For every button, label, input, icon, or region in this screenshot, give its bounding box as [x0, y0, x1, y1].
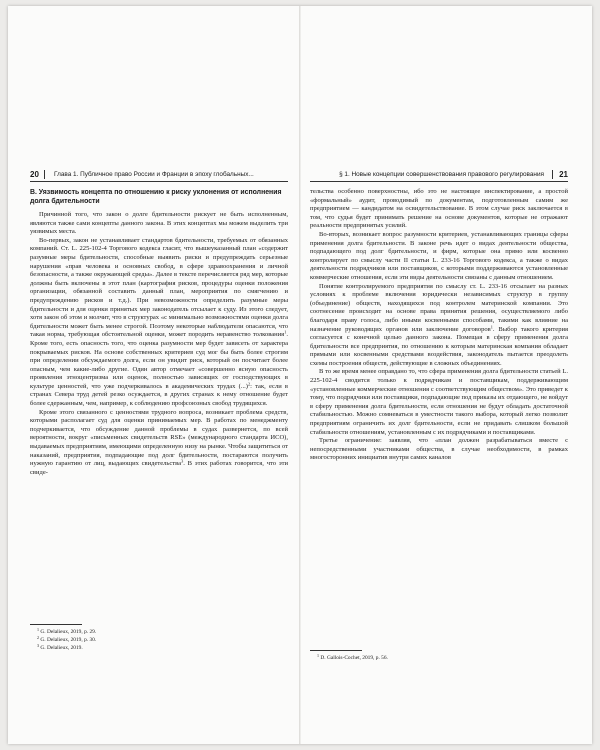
- footnote: $^3$ G. Delalieux, 2019.: [37, 642, 83, 651]
- footnote-ref: 1: [284, 329, 287, 335]
- footnote-rule: [30, 624, 82, 625]
- footnote: $^1$ D. Gallois-Cochet, 2019, p. 56.: [317, 652, 388, 661]
- right-footnotes: [310, 650, 568, 662]
- left-body-text: [30, 188, 288, 477]
- left-page-number: 20: [30, 170, 39, 179]
- paragraph: В то же время менее оправдано то, что сфера применения долга бдительности статьей L. 225-102-4 сводится только к подрядчикам и поставщикам, поддерживающим «установленные коммерческие отношения с соответствующим обществом». Это приведет к тому, что подрядчики или поставщики, подпадающие под приказы их отдающего, не войдут в сферу применения долга бдительности, если отношения не будут обладать достаточной стабильностью. Можно сомневаться в уместности такого выбора, который легко позволит предприятиям ограничить их долг бдительности, если не придавать слишком большой стабильности отношениям, установленным с их подрядчиками и поставщиками.: [310, 368, 568, 436]
- book-spread: [8, 6, 592, 744]
- left-page: [30, 6, 288, 744]
- paragraph: Во-первых, закон не устанавливает стандартов бдительности, требуемых от обязанных компаний. Ст. L. 225-102-4 Торгового кодекса гласит, что вышеуказанный план «содержит разумные меры бдительности, способные выявить риски и предупреждать серьезные нарушения «прав человека и основных свобод, в сфере здравоохранения и личной безопасности, а также окружающей среды». Далее в тексте перечисляется ряд мер, которые должны быть включены в этот план (картография рисков, процедуры оценки положения организации, обязанной составить данный план, мероприятия по смягчению и предупреждению рисков и т.д.). При невозможности определить разумные меры бдительности и для оценки принятых мер законодатель отсылает к суду. Из этого следует, хотя закон об этом и молчит, что в структурах «с минимально возможностями оценки долга бдительности может быть менее строгой. Поэтому некоторые наблюдатели опасаются, что такая норма, требующая обстоятельной оценки, может породить неравенство толкования$^1$. Кроме того, есть опасность того, что оценка разумности мер будет зависеть от характера покрываемых рисков. На основе собственных критериев суд мог бы быть более строгим при определении обсуждаемого долга, если он увидит риск, который он посчитает более опасным, чем какие-либо другие. Один автор отмечает «совершенно ясную опасность проявления этноцентризма или оценок, полностью зависящих от господствующих в культуре ценностей, что уже подчеркивалось в академических трудах (...)$^2$: так, если в странах Севера труд детей резко осуждается, в других странах к нему отношение будет более сдержанным, чем, например, к соблюдению профсоюзных свобод трудящихся.: [30, 236, 289, 408]
- right-page-number: 21: [559, 170, 568, 179]
- running-head-separator: [552, 170, 553, 179]
- footnote-ref: 3: [181, 458, 184, 464]
- left-running-title: Глава 1. Публичное право России и Франции в эпоху глобальных...: [54, 171, 254, 178]
- section-heading: B. Уязвимость концепта по отношению к риску уклонения от исполнения долга бдительности: [30, 189, 282, 205]
- footnote-ref: 2: [247, 381, 251, 387]
- paragraph: Понятие контролируемого предприятия по смыслу ст. L. 233-16 отсылает на разных условиях к проблеме включения юридически независимых структур в группу (объединение) обществ, находящихся под контролем материнской компании. Это соотнесение происходит на основе права принятия решения, осуществляемого либо благодаря праву голоса, либо иными косвенными способами, такими как влияние на назначение руководящих органов или заключение договоров$^1$. Выбор такого критерия согласуется с конечной целью данного закона. Помещая в сферу применения долга бдительности все предприятия, по отношению к которым материнская компания обладает прямыми или косвенными средствами воздействия, законодатель пытается преодолеть схемы построения обществ, действующие в сложных объединениях.: [310, 282, 568, 367]
- footnote: $^1$ G. Delalieux, 2019, p. 29.: [37, 626, 97, 635]
- right-body-text: [310, 188, 568, 463]
- paragraph: тельства особенно поверхностны, ибо это не настоящее инспектирование, а простой «формальный» аудит, проводимый по документам, подготовленным самим же предприятием — кандидатом на освидетельствование. В этом случае риск заключается в том, что судья будет принимать решение на основе документов, которые не отражают реальности предпринятых усилий.: [310, 188, 568, 230]
- left-running-head: [30, 168, 288, 182]
- paragraph: Кроме этого связанного с ценностями трудного вопроса, возникает проблема средств, которыми располагает суд для оценки принимаемых мер. В работах по менеджменту подчеркивается, что обсуждение данной проблемы в судах развернется, по всей вероятности, вокруг «письменных свидетельств RSE» (международного стандарта ИСО), выдаваемых предприятиям, имеющими определенную низу на рынке. Чтобы защититься от наказаний, предприятия, подпадающие под долг бдительности, постараются получить нужную гарантию от лиц, выдающих свидетельства$^3$. В этих работах говорится, что эти свиде-: [30, 408, 288, 476]
- right-running-head: [310, 168, 568, 182]
- running-head-separator: [44, 170, 45, 179]
- paragraph: Причинной того, что закон о долге бдительности рискует не быть исполненным, являются также сами концепты данного закона. В этих концептах мы можем выделить три уязвимых места.: [30, 211, 288, 236]
- paragraph: Во-вторых, возникает вопрос разумности критериев, устанавливающих границы сферы применения долга бдительности. В законе речь идет о видах деятельности общества, подпадающего под долг бдительности, и фирм, которые она прямо или косвенно контролирует по смыслу части II статьи L. 233-16 Торгового кодекса, а также о видах деятельности подрядчиков или поставщиков, с которыми поддерживаются установленные коммерческие отношения, если эти виды деятельности связаны с данным отношением.: [310, 230, 568, 281]
- book-gutter: [299, 6, 301, 744]
- footnote-rule: [310, 650, 362, 651]
- right-running-title: § 1. Новые концепции совершенствования правового регулирования: [339, 171, 544, 178]
- left-footnotes: [30, 624, 288, 652]
- right-page: [310, 6, 568, 744]
- footnote: $^2$ G. Delalieux, 2019, p. 30.: [37, 634, 97, 643]
- footnote-ref: 1: [490, 323, 493, 329]
- paragraph: Третье ограничение: заявляя, что «план должен разрабатываться вместе с непосредственными участниками общества, в случае необходимости, в рамках многосторонних инициатив внутри самих каналов: [310, 437, 568, 462]
